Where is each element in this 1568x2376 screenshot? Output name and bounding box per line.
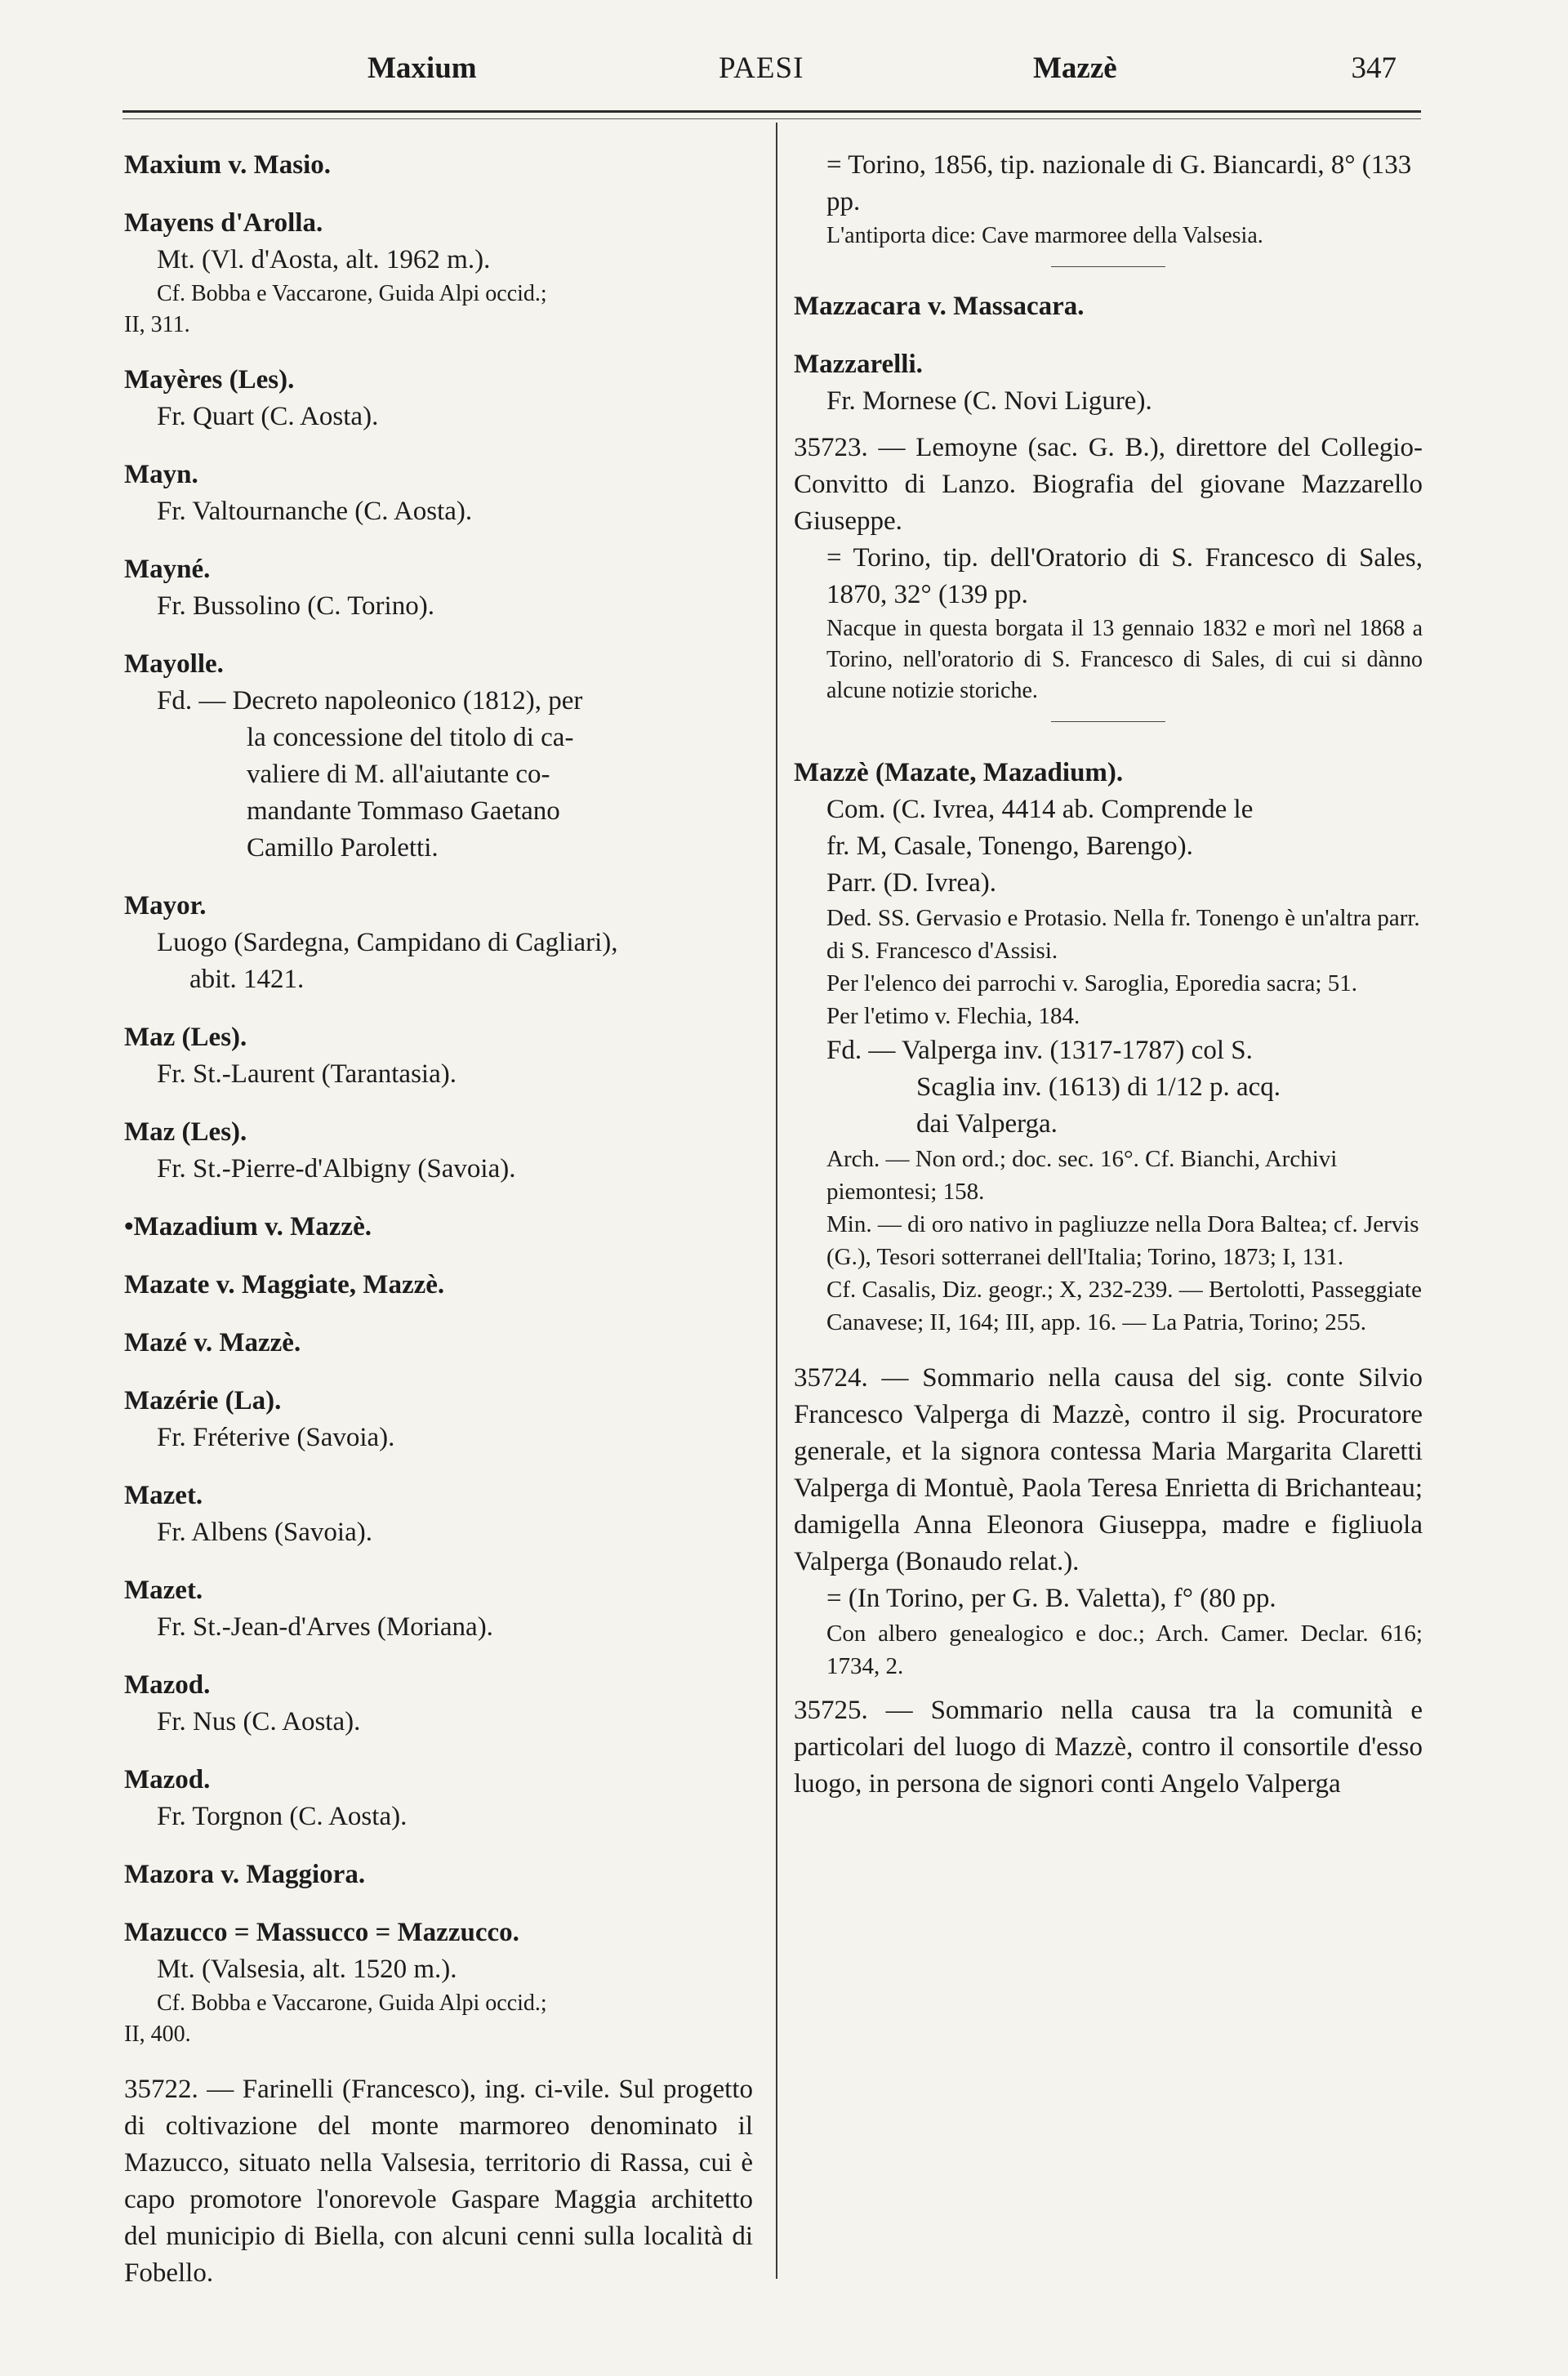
entry-line: Fr. St.-Jean-d'Arves (Moriana). [157, 1612, 493, 1642]
entry-line: valiere di M. all'aiutante co- [247, 760, 550, 789]
column-divider [776, 123, 777, 2279]
entry [124, 457, 753, 530]
entry [124, 1572, 753, 1646]
page-number: 347 [1351, 51, 1396, 85]
entry [124, 1383, 753, 1456]
entry-head: Mayolle. [124, 649, 224, 679]
running-head-right-word: Mazzè [1033, 51, 1117, 85]
entry-imprint: = (In Torino, per G. B. Valetta), f° (80 pp. [826, 1584, 1276, 1613]
entry-line: Fr. Quart (C. Aosta). [157, 402, 379, 431]
entry-imprint: = Torino, tip. dell'Oratorio di S. Francesco di Sales, 1870, 32° (139 pp. [826, 543, 1423, 609]
entry-text: — Sommario nella causa del sig. conte Silvio Francesco Valperga di Mazzè, contro il sig. Procuratore generale, et la signora contessa Maria Margarita Claretti Valperga di Montuè, Paola Teresa Enrietta di Brichanteau; damigella Anna Eleonora Giuseppa, madre e figliuola Valperga (Bonaudo relat.). [794, 1363, 1423, 1576]
entry-line: Fr. Albens (Savoia). [157, 1518, 372, 1547]
entry-number: 35724. [794, 1363, 868, 1393]
entry-head: Mazé v. Mazzè. [124, 1328, 301, 1357]
entry-note: L'antiporta dice: Cave marmoree della Valsesia. [826, 223, 1263, 248]
section-rule [1051, 721, 1165, 722]
entry-line: Mt. (Valsesia, alt. 1520 m.). [157, 1955, 457, 1984]
entry-head: Mayné. [124, 555, 211, 584]
entry-line: Mt. (Vl. d'Aosta, alt. 1962 m.). [157, 245, 491, 274]
left-column [124, 147, 753, 2313]
numbered-entry-35723 [794, 430, 1423, 707]
entry [124, 888, 753, 998]
entry-note: II, 311. [124, 312, 190, 337]
running-head-section: PAESI [719, 51, 804, 85]
entry-text: — Lemoyne (sac. G. B.), direttore del Collegio-Convitto di Lanzo. Biografia del giovane Mazzarello Giuseppe. [794, 433, 1423, 536]
entry [124, 1667, 753, 1741]
entry-head: Mayens d'Arolla. [124, 208, 323, 238]
entry [124, 1019, 753, 1093]
entry-imprint: = Torino, 1856, tip. nazionale di G. Biancardi, 8° (133 pp. [826, 150, 1412, 216]
entry-head: Maz (Les). [124, 1117, 247, 1147]
entry-head: Maz (Les). [124, 1023, 247, 1052]
entry-head: Mazucco = Massucco = Mazzucco. [124, 1918, 519, 1947]
entry-head: Mayn. [124, 460, 198, 489]
entry-note: Arch. — Non ord.; doc. sec. 16°. Cf. Bianchi, Archivi piemontesi; 158. [826, 1146, 1338, 1205]
entry-line: mandante Tommaso Gaetano [247, 796, 560, 826]
entry-line: Fr. Nus (C. Aosta). [157, 1707, 361, 1736]
entry-head: Mazod. [124, 1670, 211, 1700]
entry [124, 1209, 753, 1246]
right-column [794, 147, 1423, 1824]
entry-note: Min. — di oro nativo in pagliuzze nella Dora Baltea; cf. Jervis (G.), Tesori sotterranei dell'Italia; Torino, 1873; I, 131. [826, 1211, 1419, 1270]
entry-head: Mazzè (Mazate, Mazadium). [794, 758, 1124, 787]
entry [124, 362, 753, 435]
entry-line: Camillo Paroletti. [247, 833, 439, 863]
entry-note: Cf. Casalis, Diz. geogr.; X, 232-239. — Bertolotti, Passeggiate Canavese; II, 164; III, app. 16. — La Patria, Torino; 255. [826, 1277, 1422, 1335]
entry [124, 646, 753, 867]
entry-head: Mazora v. Maggiora. [124, 1860, 366, 1889]
entry-line: abit. 1421. [189, 965, 305, 994]
entry-line: Fr. St.-Pierre-d'Albigny (Savoia). [157, 1154, 516, 1184]
entry-head: Maxium v. Masio. [124, 150, 331, 180]
entry-head: Mazet. [124, 1576, 203, 1605]
entry [124, 1762, 753, 1835]
numbered-entry-35725 [794, 1692, 1423, 1803]
entry-head: Mayor. [124, 891, 207, 921]
entry-line: Com. (C. Ivrea, 4414 ab. Comprende le [826, 795, 1254, 824]
entry-head: •Mazadium v. Mazzè. [124, 1212, 372, 1241]
header-rule [122, 110, 1421, 113]
entry-line: Fr. St.-Laurent (Tarantasia). [157, 1059, 457, 1089]
entry [124, 551, 753, 625]
entry [124, 1325, 753, 1362]
entry [124, 1915, 753, 2050]
entry-line: Fd. — Valperga inv. (1317-1787) col S. [826, 1036, 1253, 1065]
entry-number: 35723. [794, 433, 868, 462]
entry [124, 1114, 753, 1188]
header-rule-thin [122, 118, 1421, 119]
entry-text: — Sommario nella causa tra la comunità e particolari del luogo di Mazzè, contro il consortile d'esso luogo, in persona de signori conti Angelo Valperga [794, 1696, 1423, 1799]
entry-head: Mazod. [124, 1765, 211, 1794]
entry [794, 288, 1423, 325]
entry-head: Mazzacara v. Massacara. [794, 292, 1085, 321]
running-head [122, 51, 1396, 108]
numbered-entry-35722 [124, 2071, 753, 2292]
entry-note: II, 400. [124, 2022, 191, 2047]
entry-line: fr. M, Casale, Tonengo, Barengo). [826, 831, 1193, 861]
entry [794, 346, 1423, 420]
numbered-entry-35724 [794, 1360, 1423, 1683]
entry-mazze [794, 755, 1423, 1339]
entry-note: Nacque in questa borgata il 13 gennaio 1832 e morì nel 1868 a Torino, nell'oratorio di S. Francesco di Sales, di cui si dànno alcune notizie storiche. [826, 616, 1423, 703]
entry-line: Fd. — Decreto napoleonico (1812), per [157, 686, 583, 715]
entry-number: 35722. [124, 2075, 198, 2104]
entry-head: Mazzarelli. [794, 350, 923, 379]
entry-line: Fr. Torgnon (C. Aosta). [157, 1802, 408, 1831]
entry-number: 35725. [794, 1696, 868, 1725]
entry-note: Per l'elenco dei parrochi v. Saroglia, Eporedia sacra; 51. [826, 970, 1357, 996]
entry-line: Fr. Bussolino (C. Torino). [157, 591, 434, 621]
entry-line: la concessione del titolo di ca- [247, 723, 574, 752]
section-rule [1051, 266, 1165, 267]
entry-head: Mazate v. Maggiate, Mazzè. [124, 1270, 445, 1299]
entry-note: Per l'etimo v. Flechia, 184. [826, 1003, 1080, 1029]
entry [124, 1267, 753, 1304]
entry-head: Mazérie (La). [124, 1386, 282, 1415]
entry-note: Con albero genealogico e doc.; Arch. Camer. Declar. 616; 1734, 2. [826, 1620, 1423, 1679]
entry [124, 1478, 753, 1551]
entry-line: Scaglia inv. (1613) di 1/12 p. acq. [916, 1072, 1281, 1102]
entry-head: Mazet. [124, 1481, 203, 1510]
continued-entry [794, 147, 1423, 252]
entry-line: Luogo (Sardegna, Campidano di Cagliari), [157, 928, 618, 957]
entry [124, 1857, 753, 1893]
entry [124, 205, 753, 341]
entry-head: Mayères (Les). [124, 365, 295, 395]
entry-note: Ded. SS. Gervasio e Protasio. Nella fr. Tonengo è un'altra parr. di S. Francesco d'Assisi. [826, 905, 1420, 964]
entry-note: Cf. Bobba e Vaccarone, Guida Alpi occid.; [157, 1990, 547, 2016]
running-head-left-word: Maxium [368, 51, 477, 85]
entry-line: Fr. Valtournanche (C. Aosta). [157, 497, 473, 526]
entry [124, 147, 753, 184]
entry-note: Cf. Bobba e Vaccarone, Guida Alpi occid.; [157, 281, 547, 306]
entry-text: — Farinelli (Francesco), ing. ci-vile. Sul progetto di coltivazione del monte marmoreo denominato il Mazucco, situato nella Valsesia, territorio di Rassa, cui è capo promotore l'onorevole Gaspare Maggia architetto del municipio di Biella, con alcuni cenni sulla località di Fobello. [124, 2075, 753, 2288]
entry-line: Parr. (D. Ivrea). [826, 868, 996, 898]
entry-line: Fr. Mornese (C. Novi Ligure). [826, 386, 1152, 416]
entry-line: dai Valperga. [916, 1109, 1058, 1139]
entry-line: Fr. Fréterive (Savoia). [157, 1423, 395, 1452]
